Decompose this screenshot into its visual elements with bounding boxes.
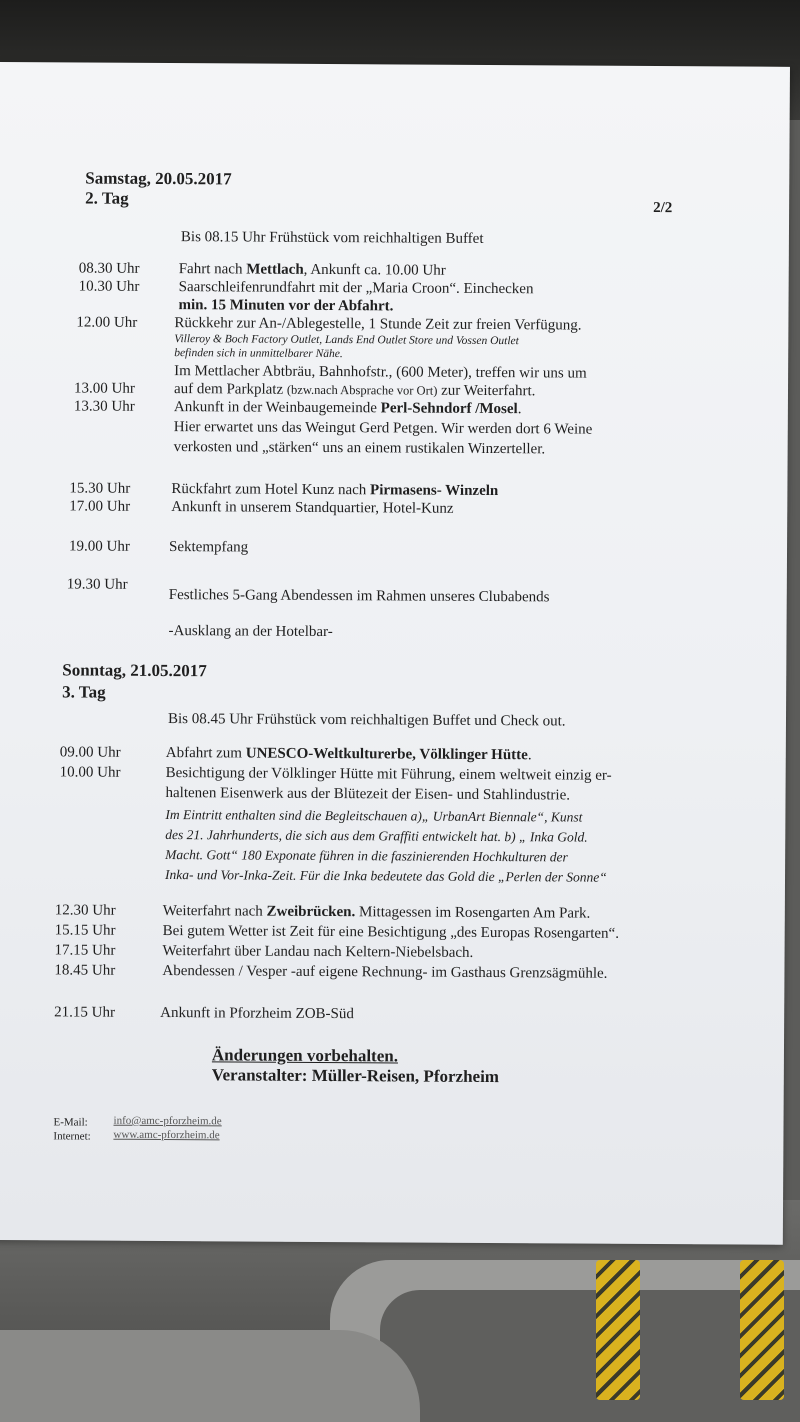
entry-time: 21.15 Uhr	[54, 1004, 116, 1021]
day2-label: 2. Tag	[85, 188, 129, 208]
exhibit-note-line3: Macht. Gott“ 180 Exponate führen in die faszinierenden Hochkulturen der	[165, 847, 568, 865]
entry-time: 08.30 Uhr	[78, 260, 140, 277]
internet-link[interactable]: www.amc-pforzheim.de	[113, 1128, 220, 1142]
entry-text: Ankunft in der Weinbaugemeinde Perl-Sehndorf /Mosel.	[173, 399, 522, 418]
entry-text: Sektempfang	[168, 539, 249, 556]
exhibit-note-line2: des 21. Jahrhunderts, die sich aus dem Graffiti entwickelt hat. b) „ Inka Gold.	[165, 827, 588, 845]
entry-time: 17.00 Uhr	[69, 498, 131, 515]
exhibit-note-line1: Im Eintritt enthalten sind die Begleitschauen a)„ UrbanArt Biennale“, Kunst	[165, 807, 583, 825]
entry-text: Weiterfahrt über Landau nach Keltern-Niebelsbach.	[162, 943, 474, 961]
entry-time: 18.45 Uhr	[54, 962, 116, 979]
day2-breakfast: Bis 08.15 Uhr Frühstück vom reichhaltigen Buffet	[180, 229, 484, 247]
day3-date: Sonntag, 21.05.2017	[62, 660, 207, 681]
day2-date: Samstag, 20.05.2017	[85, 168, 232, 189]
entry-text: Saarschleifenrundfahrt mit der „Maria Croon“. Einchecken	[178, 279, 534, 298]
day3-breakfast: Bis 08.45 Uhr Frühstück vom reichhaltigen Buffet und Check out.	[167, 711, 566, 730]
background-yellow-stripe	[740, 1260, 784, 1400]
entry-time: 13.00 Uhr	[73, 380, 135, 397]
entry-time: 17.15 Uhr	[54, 942, 116, 959]
entry-text: Rückkehr zur An-/Ablegestelle, 1 Stunde Zeit zur freien Verfügung.	[174, 315, 582, 334]
entry-time: 10.00 Uhr	[59, 764, 121, 781]
meet-line2: auf dem Parkplatz (bzw.nach Absprache vor Ort) zur Weiterfahrt.	[173, 381, 536, 400]
weingut-line1: Hier erwartet uns das Weingut Gerd Petgen. Wir werden dort 6 Weine	[173, 419, 593, 438]
organizer: Veranstalter: Müller-Reisen, Pforzheim	[211, 1065, 500, 1087]
entry-time: 12.30 Uhr	[54, 902, 116, 919]
email-label: E-Mail:	[53, 1116, 88, 1129]
entry-text: Festliches 5-Gang Abendessen im Rahmen unseres Clubabends	[168, 587, 550, 606]
entry-text: Fahrt nach Mettlach, Ankunft ca. 10.00 Uhr	[178, 261, 446, 279]
itinerary-sheet	[0, 62, 790, 1245]
entry-time: 12.00 Uhr	[76, 314, 138, 331]
entry-text: Bei gutem Wetter ist Zeit für eine Besichtigung „des Europas Rosengarten“.	[162, 923, 620, 942]
background-seat-inner	[380, 1290, 800, 1422]
outlet-note-line1: Villeroy & Boch Factory Outlet, Lands End Outlet Store und Vossen Outlet	[174, 333, 519, 348]
entry-time: 09.00 Uhr	[59, 744, 121, 761]
internet-label: Internet:	[53, 1130, 91, 1143]
meet-line1: Im Mettlacher Abtbräu, Bahnhofstr., (600 Meter), treffen wir uns um	[174, 363, 587, 382]
entry-time: 19.30 Uhr	[66, 576, 128, 593]
outlet-note-line2: befinden sich in unmittelbarer Nähe.	[174, 347, 343, 361]
ausklang: -Ausklang an der Hotelbar-	[168, 623, 333, 641]
day3-label: 3. Tag	[62, 682, 106, 702]
entry-time: 15.15 Uhr	[54, 922, 116, 939]
entry-time: 19.00 Uhr	[68, 538, 130, 555]
tour-line2: haltenen Eisenwerk aus der Blütezeit der Eisen- und Stahlindustrie.	[165, 785, 571, 804]
entry-bold-note: min. 15 Minuten vor der Abfahrt.	[178, 297, 394, 315]
page-number: 2/2	[653, 199, 673, 217]
background-yellow-stripe	[596, 1260, 640, 1400]
weingut-line2: verkosten und „stärken“ uns an einem rustikalen Winzerteller.	[173, 439, 546, 458]
changes-reserved: Änderungen vorbehalten.	[211, 1045, 399, 1066]
tour-line1: Besichtigung der Völklinger Hütte mit Führung, einem weltweit einzig er-	[165, 765, 612, 784]
entry-text: Abfahrt zum UNESCO-Weltkulturerbe, Völklinger Hütte.	[165, 745, 532, 764]
entry-time: 10.30 Uhr	[78, 278, 140, 295]
entry-text: Weiterfahrt nach Zweibrücken. Mittagessen im Rosengarten Am Park.	[162, 903, 591, 922]
entry-time: 13.30 Uhr	[73, 398, 135, 415]
entry-text: Rückfahrt zum Hotel Kunz nach Pirmasens- Winzeln	[171, 481, 499, 500]
entry-text: Ankunft in unserem Standquartier, Hotel-Kunz	[171, 499, 454, 517]
email-link[interactable]: info@amc-pforzheim.de	[113, 1114, 222, 1128]
background-curve	[0, 1330, 420, 1422]
exhibit-note-line4: Inka- und Vor-Inka-Zeit. Für die Inka bedeutete das Gold die „Perlen der Sonne“	[164, 867, 607, 885]
entry-time: 15.30 Uhr	[69, 480, 131, 497]
entry-text: Abendessen / Vesper -auf eigene Rechnung- im Gasthaus Grenzsägmühle.	[162, 963, 608, 982]
entry-text: Ankunft in Pforzheim ZOB-Süd	[160, 1004, 354, 1023]
